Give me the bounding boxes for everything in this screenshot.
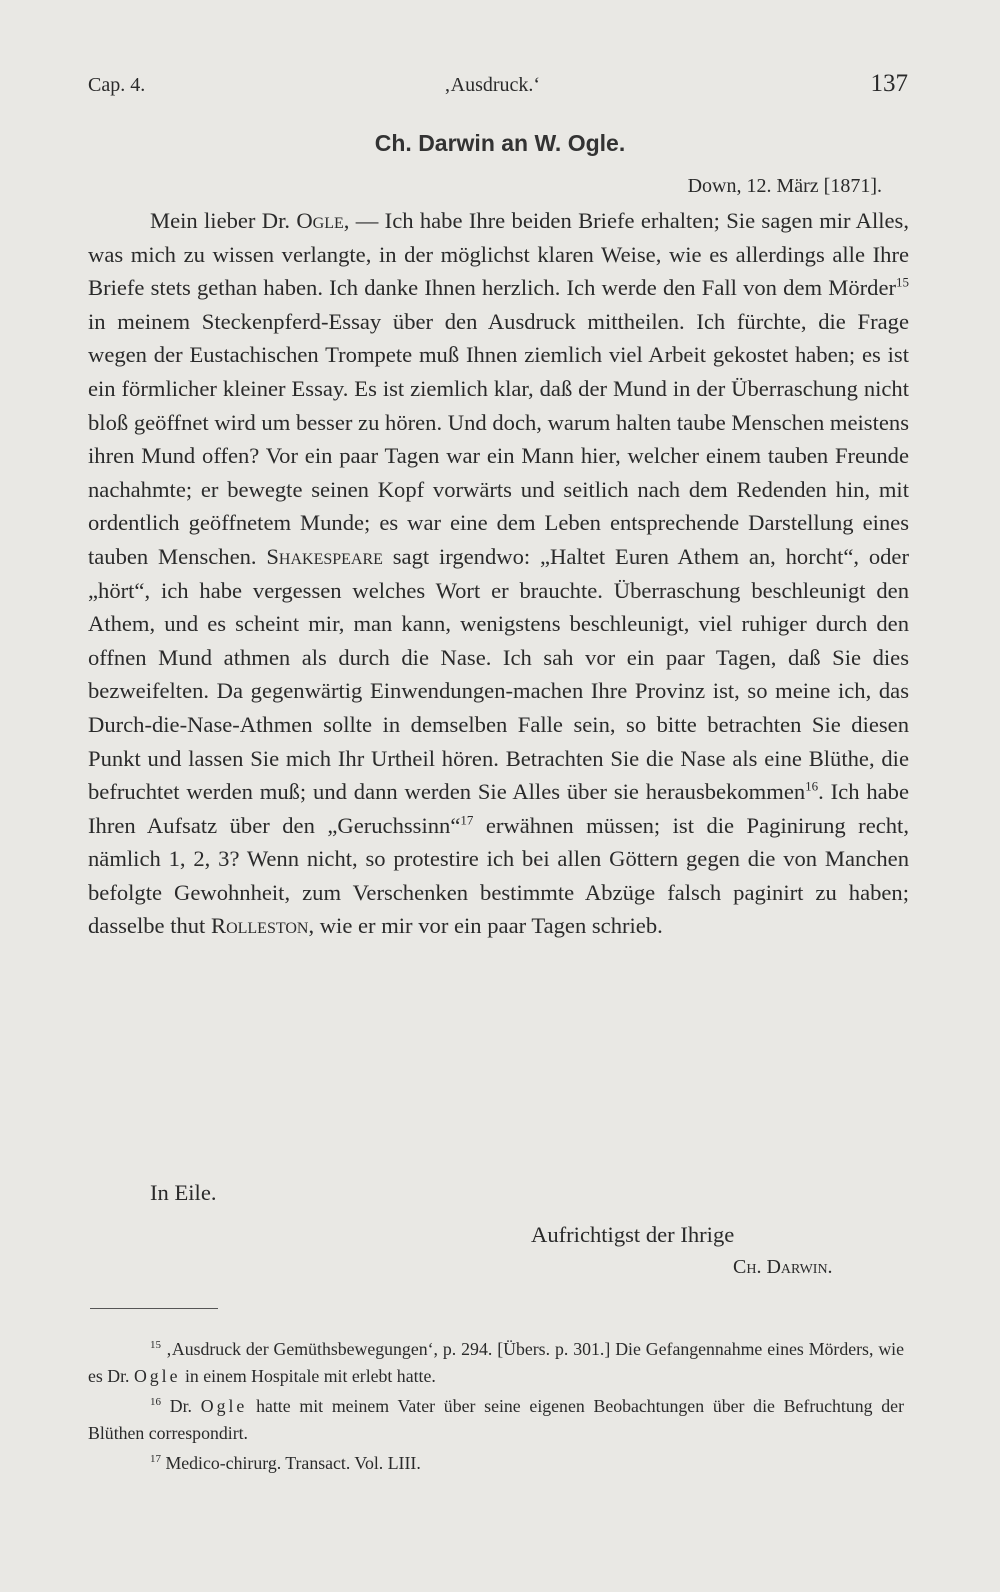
footnote-ref-16: 16	[805, 778, 819, 794]
letter-signature: Ch. Darwin.	[733, 1256, 833, 1278]
body-text-d: . Ich habe Ihren Aufsatz über den „Geruchssinn“	[88, 779, 909, 838]
footnote-ref-15: 15	[896, 274, 909, 290]
body-text-c: sagt irgendwo: „Haltet Euren Athem an, horcht“, oder „hört“, ich habe vergessen welches Wort er brauchte. Überraschung beschleunigt den Athem, und es scheint mir, man kann, wenigstens beschleunigt, viel ruhiger durch den offnen Mund athmen als durch die Nase. Ich sah vor ein paar Tagen, daß Sie dies bezweifelten. Da gegenwärtig Einwendungen-machen Ihre Provinz ist, so meine ich, das Durch-die-Nase-Athmen sollte in demselben Falle sein, so bitte betrachten Sie diesen Punkt und lassen Sie mich Ihr Urtheil hören. Betrachten Sie die Nase als eine Blüthe, die befruchtet werden muß; und dann werden Sie Alles über sie herausbekommen	[88, 543, 909, 805]
footnote-mark-15: 15	[150, 1339, 161, 1352]
section-label: ‚Ausdruck.‘	[444, 74, 541, 96]
footnotes	[88, 1336, 904, 1481]
name-shakespeare: Shakespeare	[266, 543, 383, 569]
body-text-f: , wie er mir vor ein paar Tagen schrieb.	[308, 913, 663, 939]
footnote-17	[88, 1450, 904, 1477]
footnote-text: hatte mit meinem Vater über seine eigenen Beobachtungen über die Befruchtung der Blüthen correspondirt.	[88, 1396, 904, 1443]
recipient-name: Ogle	[296, 208, 344, 233]
footnote-text: in einem Hospitale mit erlebt hatte.	[180, 1365, 436, 1386]
footnote-text: Medico-chirurg. Transact. Vol. LIII.	[161, 1453, 421, 1473]
body-text-a: , — Ich habe Ihre beiden Briefe erhalten; Sie sagen mir Alles, was mich zu wissen verlangte, in der möglichst klaren Weise, wie es allerdings alle Ihre Briefe stets gethan haben. Ich danke Ihnen herzlich. Ich werde den Fall von dem Mörder	[88, 208, 909, 301]
letter-dateline: Down, 12. März [1871].	[687, 175, 882, 197]
footnote-text: ‚Ausdruck der Gemüthsbewegungen‘, p. 294. [Übers. p. 301.] Die Gefangennahme eines Mörders, wie es Dr.	[88, 1339, 904, 1386]
footnote-15	[88, 1336, 904, 1389]
greeting-text: Mein lieber Dr.	[150, 208, 297, 233]
footnote-mark-17: 17	[150, 1453, 161, 1466]
footnote-16	[88, 1393, 904, 1446]
footnote-divider	[90, 1308, 218, 1309]
name-rolleston: Rolleston	[211, 913, 309, 939]
running-header	[88, 70, 908, 100]
letter-body	[88, 204, 909, 943]
footnote-name: Ogle	[133, 1365, 181, 1386]
body-text-b: in meinem Steckenpferd-Essay über den Ausdruck mittheilen. Ich fürchte, die Frage wegen der Eustachischen Trompete muß Ihnen ziemlich viel Arbeit gekostet haben; es ist ein förmlicher kleiner Essay. Es ist ziemlich klar, daß der Mund in der Überraschung nicht bloß geöffnet wird um besser zu hören. Und doch, warum halten taube Menschen meistens ihren Mund offen? Vor ein paar Tagen war ein Mann hier, welcher einem tauben Freunde nachahmte; er bewegte seinen Kopf vorwärts und seitlich nach dem Redenden hin, mit ordentlich geöffnetem Munde; es war eine dem Leben entsprechende Darstellung eines tauben Menschen.	[88, 308, 909, 569]
chapter-label: Cap. 4.	[88, 74, 146, 96]
letter-closing: In Eile.	[150, 1180, 217, 1205]
footnote-text: Dr.	[161, 1396, 201, 1416]
letter-paragraph	[88, 204, 909, 943]
body-text-e: erwähnen müssen; ist die Paginirung recht, nämlich 1, 2, 3? Wenn nicht, so protestire ich bei allen Göttern gegen die von Manchen befolgte Gewohnheit, zum Verschenken bestimmte Abzüge falsch paginirt zu haben; dasselbe thut	[88, 812, 909, 939]
footnote-mark-16: 16	[150, 1396, 161, 1409]
footnote-name: Ogle	[200, 1396, 248, 1416]
footnote-ref-17: 17	[460, 812, 474, 828]
page-number: 137	[870, 70, 908, 97]
letter-signoff: Aufrichtigst der Ihrige	[531, 1222, 735, 1247]
letter-title: Ch. Darwin an W. Ogle.	[374, 130, 626, 156]
